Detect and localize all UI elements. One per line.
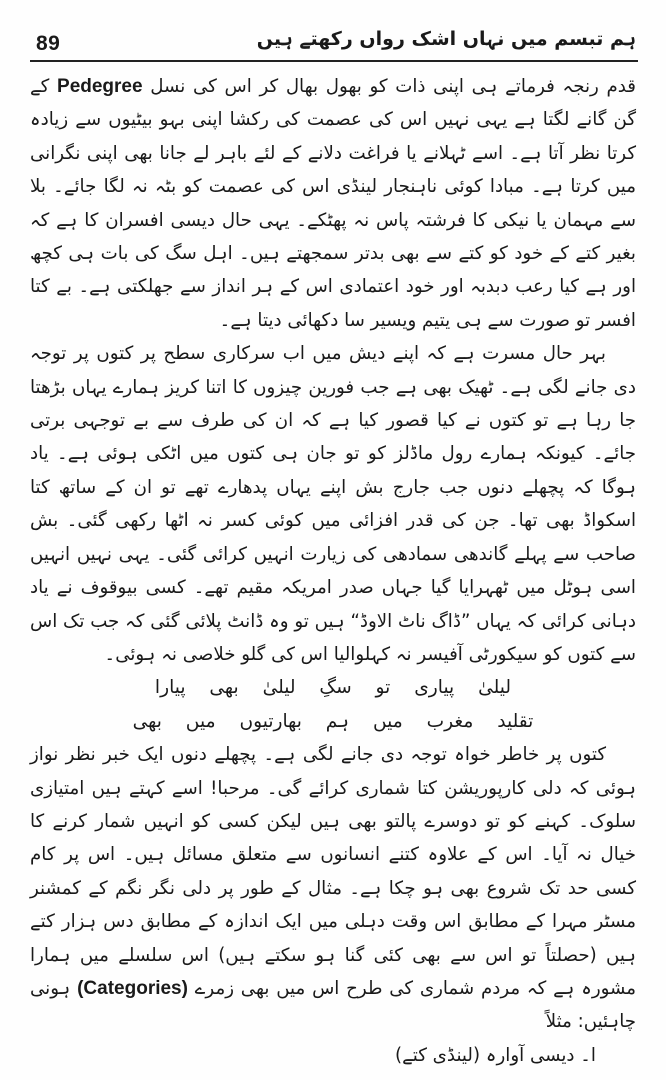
body-text xyxy=(30,70,636,1072)
verse-line-1: لیلیٰ پیاری تو سگِ لیلیٰ بھی پیارا xyxy=(154,677,512,699)
verse-line-2: تقلید مغرب میں ہم بھارتیوں میں بھی xyxy=(132,710,534,732)
categories-term: (Categories) xyxy=(77,977,188,999)
list-item-1: ا۔ دیسی آوارہ (لینڈی کتے) xyxy=(394,1044,596,1066)
paragraph-2: بہر حال مسرت ہے کہ اپنے دیش میں اب سرکاری سطح پر کتوں پر توجہ دی جانے لگی ہے۔ ٹھیک بھی ہے جب فورین چیزوں کا اتنا کریز ہمارے یہاں بڑھتا جا رہا ہے تو کتوں نے کیا قصور کیا ہے کہ ان کی طرف سے بے توجہی برتی جائے۔ کیونکہ ہمارے رول ماڈلز کو تو جان ہی کتوں میں اٹکی ہوئی ہے۔ یاد ہوگا کہ پچھلے دنوں جب جارج بش اپنے یہاں پدھارے تھے تو ان کے ساتھ کتا اسکواڈ بھی تھا۔ جن کی قدر افزائی میں کوئی کسر نہ اٹھا رکھی گئی۔ بش صاحب سے پہلے گاندھی سمادھی کی زیارت انہیں کرائی گئی۔ یہی نہیں انہیں اسی ہوٹل میں ٹھہرایا گیا جہاں صدر امریکہ مقیم تھے۔ کسی بیوقوف نے یاد دہانی کرائی کہ یہاں ”ڈاگ ناٹ الاوڈ“ ہیں تو وہ ڈانٹ پلائی گئی کہ جب تک اس سے کتوں کو سیکورٹی آفیسر نہ کہلوالیا اس کی گلو خلاصی نہ ہوئی۔ xyxy=(30,343,636,665)
paragraph-1-part-b: کے گن گانے لگتا ہے یہی نہیں اس کی عصمت کی رکشا اپنی بہو بیٹیوں سے زیادہ کرتا نظر آتا ہے۔ اسے ٹہلانے یا فراغت دلانے کے لئے باہر لے جانا بھی اپنی نگرانی میں کرتا ہے۔ مبادا کوئی ناہنجار لینڈی اس کی عصمت کو بٹہ نہ لگا جائے۔ بلا سے مہمان یا نیکی کا فرشتہ پاس نہ پھٹکے۔ یہی حال دیسی افسران کا ہے کہ بغیر کتے کے خود کو کتے سے بھی بدتر سمجھتے ہیں۔ اہل سگ کی بات ہی کچھ اور ہے کیا رعب دبدبہ اور خود اعتمادی اس کے ہر انداز سے جھلکتی ہے۔ بے کتا افسر تو صورت سے ہی یتیم ویسیر سا دکھائی دیتا ہے۔ xyxy=(30,76,636,331)
pedegree-term: Pedegree xyxy=(57,76,143,97)
paragraph-3 xyxy=(30,738,636,1039)
paragraph-3-end: ہونی چاہئیں: مثلاً xyxy=(30,977,636,1033)
page-header xyxy=(30,26,638,62)
paragraph-3-text: کتوں پر خاطر خواہ توجہ دی جانے لگی ہے۔ پچھلے دنوں ایک خبر نظر نواز ہوئی کہ دلی کارپوریشن کتا شماری کرائے گی۔ مرحبا! اسے کہتے ہیں امتیازی سلوک۔ کہنے کو تو دوسرے پالتو بھی ہیں لیکن کسی کو انہیں شمار کرنے کا خیال نہ آیا۔ اس کے علاوہ کتنے انسانوں سے متعلق مسائل ہیں۔ اس پر کام کسی حد تک شروع بھی ہو چکا ہے۔ مثال کے طور پر دلی نگر نگم کے کمشنر مسٹر مہرا کے مطابق اس وقت دہلی میں ایک اندازہ کے مطابق دس ہزار کتے ہیں (حصلتاً تو اس سے بھی کئی گنا ہو سکتے ہیں) اس سلسلے میں ہمارا مشورہ ہے کہ مردم شماری کی طرح اس میں بھی زمرے xyxy=(30,744,636,999)
paragraph-1 xyxy=(30,70,636,337)
page-number: 89 xyxy=(36,32,61,55)
verse xyxy=(30,671,636,738)
paragraph-1-part-a: قدم رنجہ فرماتے ہی اپنی ذات کو بھول بھال کر اس کی نسل xyxy=(142,76,636,97)
running-title: ہم تبسم میں نہاں اشک رواں رکھتے ہیں xyxy=(256,28,636,50)
